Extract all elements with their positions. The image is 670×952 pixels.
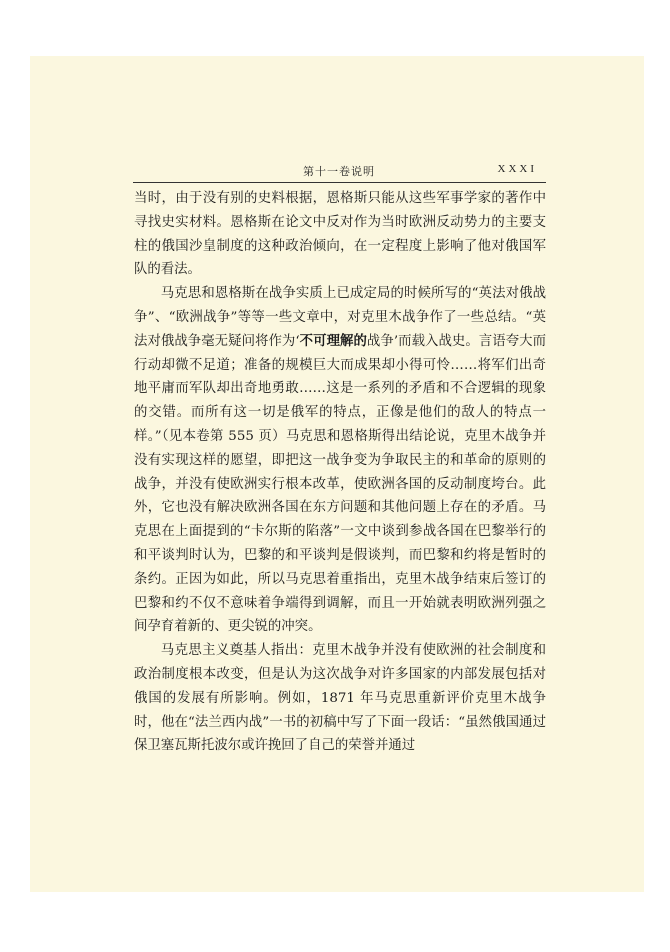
paragraph <box>134 187 546 282</box>
page-number: XXXI <box>497 163 537 175</box>
body-text <box>134 187 546 758</box>
paragraph-text-after: 战争’而载入战史。言语夸大而行动却微不足道；准备的规模巨大而成果却小得可怜……将军们出奇地平庸而军队却出奇地勇敢……这是一系列的矛盾和不合逻辑的现象的交错。而所有这一切是俄军的特点，正像是他们的敌人的特点一样。”（见本卷第 555 页）马克思和恩格斯得出结论说，克里木战争并没有实现这样的愿望，即把这一战争变为争取民主的和革命的原则的战争，并没有使欧洲实行根本改革，使欧洲各国的反动制度垮台。此外，它也没有解决欧洲各国在东方问题和其他问题上存在的矛盾。马克思在上面提到的“卡尔斯的陷落”一文中谈到参战各国在巴黎举行的和平谈判时认为，巴黎的和平谈判是假谈判，而巴黎和约将是暂时的条约。正因为如此，所以马克思着重指出，克里木战争结束后签订的巴黎和约不仅不意味着争端得到调解，而且一开始就表明欧洲列强之间孕育着新的、更尖锐的冲突。 <box>134 333 546 635</box>
running-header <box>133 163 545 181</box>
paragraph-text-before: 马克思和恩格斯在战争实质上已成定局的时候所写的“英法对俄战争”、“欧洲战争”等等一些文章中，对克里木战争作了一些总结。“英法对俄战争毫无疑问将作为‘ <box>134 286 546 349</box>
header-rule <box>133 182 546 183</box>
paragraph-text: 马克思主义奠基人指出：克里木战争并没有使欧洲的社会制度和政治制度根本改变，但是认为这次战争对许多国家的内部发展包括对俄国的发展有所影响。例如，1871 年马克思重新评价克里木战争时，他在“法兰西内战”一书的初稿中写了下面一段话：“虽然俄国通过保卫塞瓦斯托波尔或许挽回了自己的荣誉并通过 <box>134 643 546 754</box>
emphasized-phrase: 不可理解的 <box>299 333 367 349</box>
paragraph-text: 当时，由于没有别的史料根据，恩格斯只能从这些军事学家的著作中寻找史实材料。恩格斯在论文中反对作为当时欧洲反动势力的主要支柱的俄国沙皇制度的这种政治倾向，在一定程度上影响了他对俄国军队的看法。 <box>134 191 546 278</box>
header-title: 第十一卷说明 <box>303 165 375 178</box>
paragraph <box>134 282 546 639</box>
paragraph <box>134 639 546 758</box>
